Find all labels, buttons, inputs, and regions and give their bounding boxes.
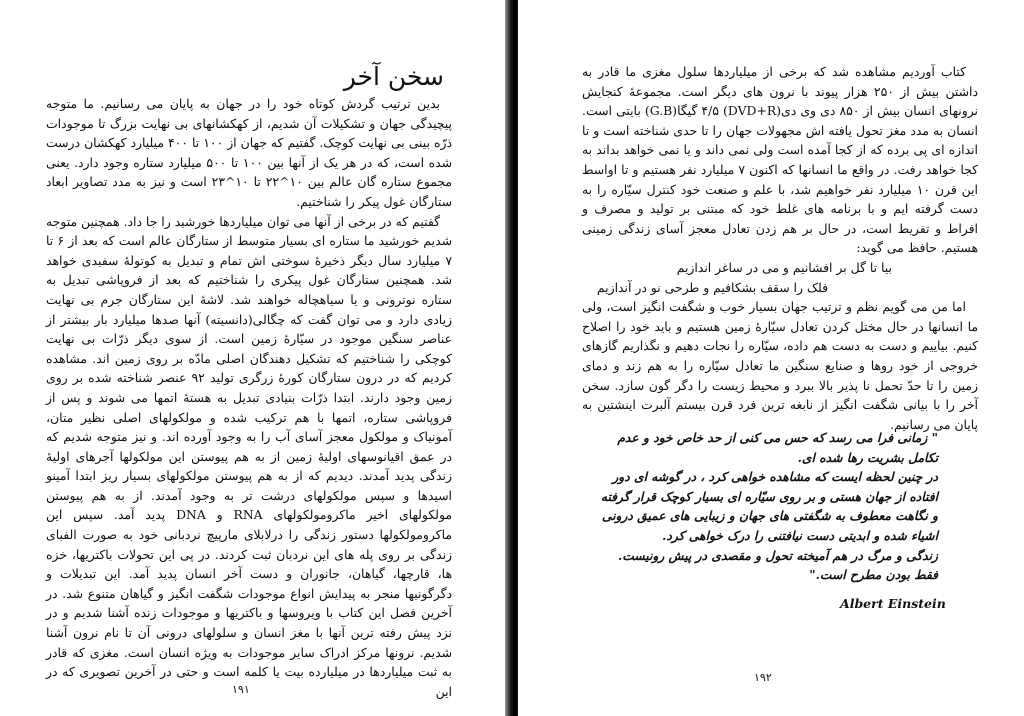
chapter-title: سخن آخر — [343, 62, 444, 91]
quote-line-4: فقط بودن مطرح است." — [809, 567, 938, 583]
poem-verse-2: فلک را سقف بشکافیم و طرحی نو در آندازیم — [596, 279, 828, 295]
poem-verse-1: بیا تا گل بر افشانیم و می در ساغر اندازیم — [676, 259, 892, 275]
quote-line-1: " زمانی فرا می رسد که حس می کنی از حد خاص خود و عدم تکامل بشریت رها شده ای. — [617, 430, 938, 465]
einstein-quote — [598, 428, 938, 585]
left-paragraph-2: گفتیم که در برخی از آنها می توان میلیاردها خورشید را جا داد. همچنین متوجه شدیم خورشید ما ستاره ای بسیار متوسط از ستارگان عالم است که بعد از ۶ تا ۷ میلیارد سال دیگر ذخیرهٔ سوختی اش تمام و تبدیل به کوتولهٔ سفیدی خواهد شد. همچنین ستارگان غول پیکری را شناختیم که بعد از فروپاشی تبدیل به ستاره نوترونی و یا سیاهچاله خواهند شد. لاشهٔ این ستارگان جرم بی نهایت زیادی دارد و می توان گفت که چگالی(دانسیته) آنها صدها میلیارد بار بیشتر از عناصر سنگین موجود در سیّارهٔ زمین است. از سوی دیگر ذرّات بی نهایت کوچکی را شناختیم که تشکیل دهندگان اصلی مادّه بر روی زمین اند. مشاهده کردیم که در درون ستارگان کورهٔ زرگری تولید ۹۲ عنصر شناخته شده بر روی زمین وجود دارند. ابتدا ذرّات بنیادی تبدیل به هستهٔ اتمها می شوند و پس از فروپاشی ستاره، اتمها با هم ترکیب شده و مولکولهای اصلی نظیر متان، آمونیاک و مولکول معجز آسای آب را به وجود آورده اند. و نیز متوجه شدیم که در عمق اقیانوسهای اولیهٔ زمین از به هم پیوستن این مولکولها آجرهای اولیهٔ زندگی پدید آمدند. دیدیم که از به هم پیوستن مولکولهای بسیار ریز ابتدا آمینو اسیدها و سپس مولکولهای درشت تر به وجود آمدند. از به هم پیوستن مولکولهای اخیر ماکرومولکولهای RNA و DNA پدید آمد. سپس این ماکرومولکولها دستور زندگی را درلابلای مارپیچ نردبانی خود به صورت الفبای زندگی بر روی پله های این نردبان ثبت کردند. در پی این تحولات باکتریها، خزه ها، قارچها، گیاهان، جانوران و دست آخر انسان پدید آمد. این تبدیلات و دگرگونیها منجر به پیدایش انواع موجودات شگفت انگیز و گیاهان متنوع شد. در آخرین فصل این کتاب با ویروسها و باکتریها و موجودات زنده آشنا شدیم و در نزد پیش رفته ترین آنها با مغز انسان و سلولهای درونی آن تا نام نرون آشنا شدیم. نرونها مرکز ادراک سایر موجودات به ویژه انسان است. مغزی که قادر به ثبت میلیاردها در میلیارده بیت یا کلمه است و حتی در آخرین تصویری که در این — [46, 213, 452, 699]
right-paragraph-2: اما من می گویم نظم و ترتیب جهان بسیار خوب و شگفت انگیز است، ولی ما انسانها در حال مختل کردن تعادل سیّارهٔ زمین هستیم و باید خود را اصلاح کنیم. بیاییم و دست به دست هم داده، سیّاره را نجات دهیم و نگذاریم گازهای خروجی از خود روها و صنایع سنگین ما تعادل سیّاره را به هم زند و دمای زمین را تا حدّ تحمل نا پذیر بالا ببرد و محیط زیست را دگر گون سازد. سخن آخر را با بیانی شگفت انگیز از نابغه ترین فرد قرن بیستم آلبرت اینشتین به پایان می رسانیم. — [582, 299, 978, 432]
right-page-body — [582, 62, 978, 434]
quote-line-2: در چنین لحظه ایست که مشاهده خواهی کرد ، در گوشه ای دور افتاده از جهان هستی و بر روی سیّاره ای بسیار کوچک قرار گرفته و نگاهت معطوف به شگفتی های جهان و زیبایی های عمیق درونی اشیاء شده و ابدیتی دست نیافتنی را درک خواهی کرد. — [600, 469, 938, 543]
left-paragraph-1: بدین ترتیب گردش کوتاه خود را در جهان به پایان می رسانیم. ما متوجه پیچیدگی جهان و تشکیلات آن شدیم، از کهکشانهای بی نهایت بزرگ تا موجودات ذرّه بینی بی نهایت کوچک. گفتیم که جهان از ۱۰۰ تا ۴۰۰ میلیارد کهکشان درست شده است، که در هر یک از آنها بین ۱۰۰ تا ۵۰۰ میلیارد ستاره وجود دارد. یعنی مجموع ستاره گان عالم بین ۱۰^۲۲ تا ۱۰^۲۳ است و نیز به مدد تصاویر ابعاد ستارگان غول پیکر را شناختیم. — [46, 96, 452, 209]
right-page-number: ۱۹۲ — [754, 671, 772, 684]
quote-author: Albert Einstein — [840, 596, 946, 611]
left-page-number: ۱۹۱ — [232, 683, 250, 696]
right-page — [518, 0, 1024, 716]
quote-line-3: زندگی و مرگ در هم آمیخته تحول و مقصدی در پیش رونیست. — [617, 547, 938, 563]
left-page-body — [46, 94, 452, 701]
right-paragraph-1: کتاب آوردیم مشاهده شد که برخی از میلیاردها سلول مغزی ما قادر به داشتن بیش از ۲۵۰ هزار پیوند با نرون های دیگر است. مجموعهٔ کنجایش نرونهای انسان بیش از ۸۵۰ دی وی دی(DVD+R) ۴/۵ گیگا(G.B) بایتی است. انسان به مدد مغز تحول یافته اش مجهولات جهان را تا حدی شناخته است و تا اندازه ای پی برده که از کجا آمده است ولی نمی داند و یا نمی خواهد بداند به کجا خواهد رفت. در واقع ما انسانها که اکنون ۷ میلیارد نفر هستیم و تا اواسط این قرن ۱۰ میلیارد نفر خواهیم شد، با علم و صنعت خود کنترل سیّاره را به دست گرفته ایم و با برنامه های غلط خود که مبتنی بر تولید و مصرف و افراط و تفریط است، در حال بر هم زدن تعادل معجز آسای زندگی زمینی هستیم. حافظ می گوید: — [582, 64, 979, 256]
